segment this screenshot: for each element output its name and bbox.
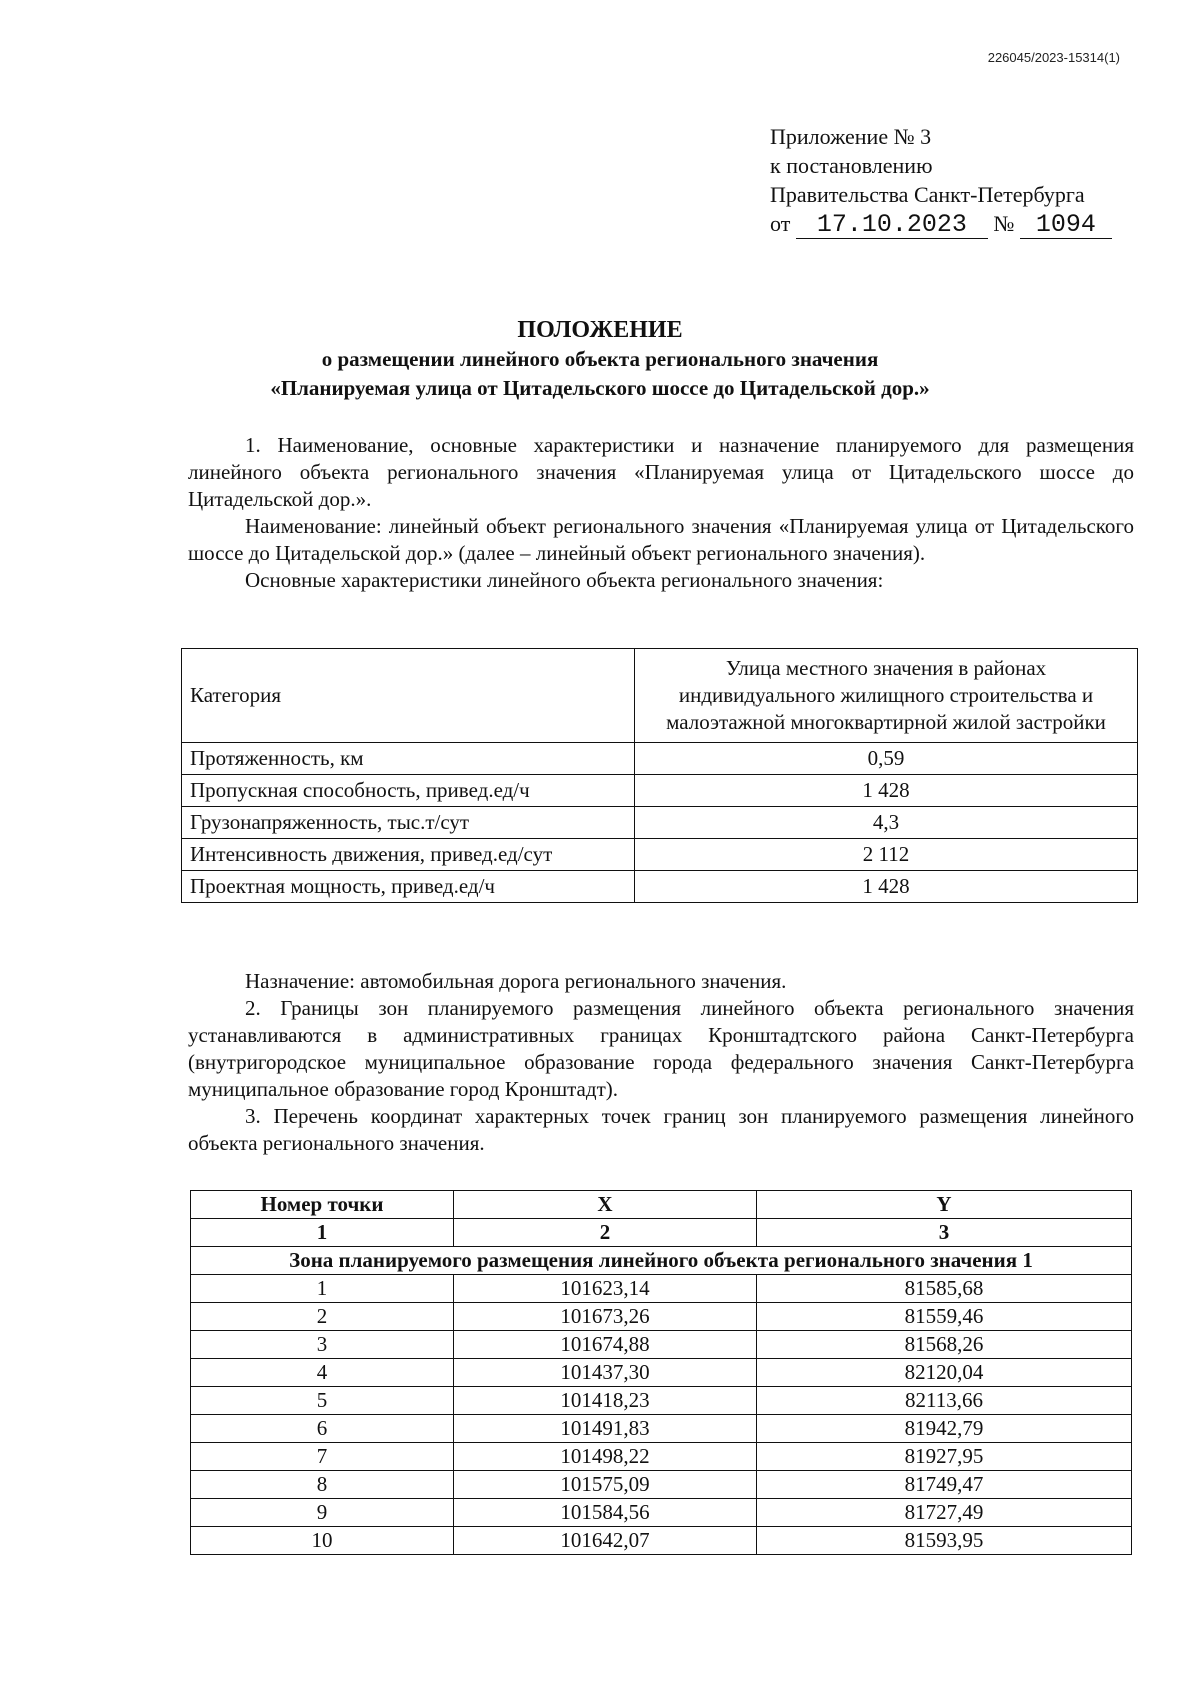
coordinates-table <box>190 1190 1132 1555</box>
coord-y: 81927,95 <box>757 1443 1132 1471</box>
coord-x: 101437,30 <box>454 1359 757 1387</box>
column-number: 3 <box>757 1219 1132 1247</box>
coord-x: 101642,07 <box>454 1527 757 1555</box>
point-number: 7 <box>191 1443 454 1471</box>
char-label: Пропускная способность, привед.ед/ч <box>182 775 635 807</box>
document-title <box>0 316 1200 403</box>
coord-x: 101498,22 <box>454 1443 757 1471</box>
document-id: 226045/2023-15314(1) <box>987 50 1120 65</box>
coord-x: 101575,09 <box>454 1471 757 1499</box>
title-main: ПОЛОЖЕНИЕ <box>517 317 683 343</box>
table-row <box>182 775 1138 807</box>
coord-x: 101491,83 <box>454 1415 757 1443</box>
char-label: Интенсивность движения, привед.ед/сут <box>182 839 635 871</box>
column-number: 2 <box>454 1219 757 1247</box>
table-row <box>191 1415 1132 1443</box>
char-value: 0,59 <box>635 743 1138 775</box>
appendix-number: Приложение № 3 <box>770 124 932 149</box>
table-row <box>191 1331 1132 1359</box>
coord-x: 101584,56 <box>454 1499 757 1527</box>
char-label: Проектная мощность, привед.ед/ч <box>182 871 635 903</box>
title-object-name: «Планируемая улица от Цитадельского шоссе до Цитадельской дор.» <box>270 376 930 400</box>
section-1-heading-paragraph: 1. Наименование, основные характеристики и назначение планируемого для размещения линейного объекта регионального значения «Планируемая улица от Цитадельского шоссе до Цитадельской дор.». <box>188 433 1134 511</box>
char-label: Категория <box>182 649 635 743</box>
section-2-paragraph: 2. Границы зон планируемого размещения линейного объекта регионального значения устанавливаются в административных границах Кронштадтского района Санкт-Петербурга (внутригородское муниципальное образование города федерального значения Санкт-Петербурга муниципальное образование город Кронштадт). <box>188 996 1134 1101</box>
coord-y: 82113,66 <box>757 1387 1132 1415</box>
characteristics-table <box>181 648 1138 903</box>
zone-title: Зона планируемого размещения линейного объекта регионального значения 1 <box>191 1247 1132 1275</box>
table-row <box>182 649 1138 743</box>
header-x: X <box>454 1191 757 1219</box>
char-label: Протяженность, км <box>182 743 635 775</box>
point-number: 6 <box>191 1415 454 1443</box>
char-label: Грузонапряженность, тыс.т/сут <box>182 807 635 839</box>
coord-y: 81593,95 <box>757 1527 1132 1555</box>
header-point-number: Номер точки <box>191 1191 454 1219</box>
char-value: 4,3 <box>635 807 1138 839</box>
char-value: 1 428 <box>635 775 1138 807</box>
coord-y: 81942,79 <box>757 1415 1132 1443</box>
coord-y: 81559,46 <box>757 1303 1132 1331</box>
section-3-paragraph: 3. Перечень координат характерных точек границ зон планируемого размещения линейного объекта регионального значения. <box>188 1104 1134 1155</box>
section-2-3 <box>188 968 1134 1157</box>
header-y: Y <box>757 1191 1132 1219</box>
table-column-number-row <box>191 1219 1132 1247</box>
appendix-authority: Правительства Санкт-Петербурга <box>770 182 1085 207</box>
table-row <box>191 1443 1132 1471</box>
point-number: 8 <box>191 1471 454 1499</box>
table-row <box>191 1303 1132 1331</box>
point-number: 4 <box>191 1359 454 1387</box>
column-number: 1 <box>191 1219 454 1247</box>
title-subject: о размещении линейного объекта регионального значения <box>321 347 879 371</box>
coord-x: 101418,23 <box>454 1387 757 1415</box>
coord-x: 101674,88 <box>454 1331 757 1359</box>
table-row <box>191 1471 1132 1499</box>
coord-x: 101623,14 <box>454 1275 757 1303</box>
coord-y: 81727,49 <box>757 1499 1132 1527</box>
section-1-name-paragraph: Наименование: линейный объект регионального значения «Планируемая улица от Цитадельского шоссе до Цитадельской дор.» (далее – линейный объект регионального значения). <box>188 514 1134 565</box>
point-number: 2 <box>191 1303 454 1331</box>
table-row <box>182 807 1138 839</box>
coord-y: 81749,47 <box>757 1471 1132 1499</box>
point-number: 3 <box>191 1331 454 1359</box>
table-row <box>182 839 1138 871</box>
coord-y: 81568,26 <box>757 1331 1132 1359</box>
char-value: 2 112 <box>635 839 1138 871</box>
decree-date: 17.10.2023 <box>796 212 988 239</box>
table-row <box>191 1387 1132 1415</box>
table-row <box>191 1499 1132 1527</box>
table-row <box>182 871 1138 903</box>
table-row <box>191 1527 1132 1555</box>
point-number: 1 <box>191 1275 454 1303</box>
coord-y: 81585,68 <box>757 1275 1132 1303</box>
char-value: Улица местного значения в районах индивидуального жилищного строительства и малоэтажной многоквартирной жилой застройки <box>635 649 1138 743</box>
coord-x: 101673,26 <box>454 1303 757 1331</box>
table-row <box>191 1359 1132 1387</box>
decree-number: 1094 <box>1020 212 1112 239</box>
point-number: 9 <box>191 1499 454 1527</box>
point-number: 10 <box>191 1527 454 1555</box>
appendix-date-line <box>770 209 1140 239</box>
coord-y: 82120,04 <box>757 1359 1132 1387</box>
appendix-decree-ref: к постановлению <box>770 153 933 178</box>
table-row <box>182 743 1138 775</box>
section-1-characteristics-intro: Основные характеристики линейного объекта регионального значения: <box>245 568 884 592</box>
purpose-paragraph: Назначение: автомобильная дорога регионального значения. <box>245 969 787 993</box>
section-1 <box>188 432 1134 594</box>
appendix-block <box>770 122 1140 239</box>
zone-title-row <box>191 1247 1132 1275</box>
number-label: № <box>993 211 1015 236</box>
point-number: 5 <box>191 1387 454 1415</box>
from-label: от <box>770 211 791 236</box>
table-header-row <box>191 1191 1132 1219</box>
table-row <box>191 1275 1132 1303</box>
char-value: 1 428 <box>635 871 1138 903</box>
